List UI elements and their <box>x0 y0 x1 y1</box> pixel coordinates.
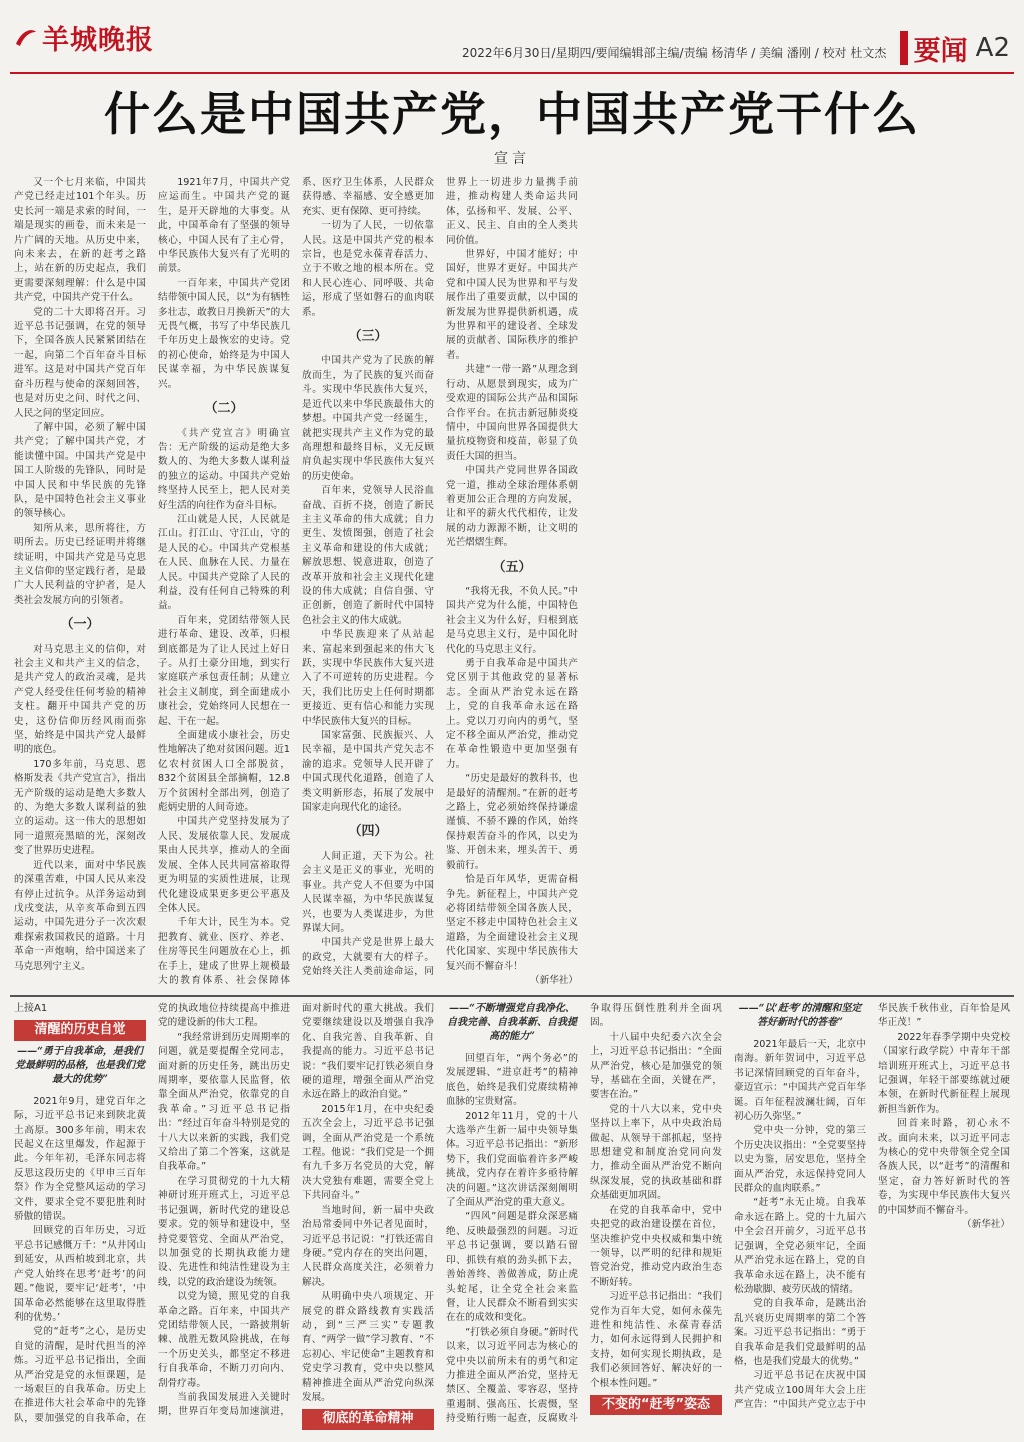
body-paragraph: 170多年前，马克思、恩格斯发表《共产党宣言》，指出无产阶级的运动是绝大多数人的、为绝大多数人谋利益的独立的运动。这一伟大的思想如同一道照亮黑暗的光，深刻改变了世界历史进程。 <box>14 758 146 857</box>
body-paragraph: 人间正道，天下为公。社会主义是正义的事业，光明的事业。共产党人不但要为中国人民谋幸福，为中华民族谋复兴，也要为人类谋进步，为世界谋大同。 <box>302 850 434 934</box>
body-paragraph: 2022年春季学期中央党校（国家行政学院）中青年干部培训班开班式上，习近平总书记强调，年轻干部要练就过硬本领，在新时代新征程上展现新担当新作为。 <box>878 1031 1010 1115</box>
masthead <box>0 0 1024 72</box>
section-number: （二） <box>204 401 244 417</box>
section-tag <box>900 28 1024 68</box>
body-paragraph: 百年来，党团结带领人民进行革命、建设、改革，归根到底都是为了让人民过上好日子。从打土豪分田地，到实行家庭联产承包责任制；从建立社会主义制度，到全面建成小康社会，党始终同人民想在一起、干在一起。 <box>158 614 290 727</box>
body-paragraph: 对马克思主义的信仰，对社会主义和共产主义的信念，是共产党人的政治灵魂，是共产党人经受住任何考验的精神支柱。翻开中国共产党的历史，这份信仰历经风雨而弥坚，始终是中国共产党人最鲜明的底色。 <box>14 643 146 756</box>
section-divider <box>10 995 1014 997</box>
logo-swoosh-icon <box>14 26 38 50</box>
body-paragraph: 共建“一带一路”从理念到行动、从愿景到现实，成为广受欢迎的国际公共产品和国际合作平台。在抗击新冠肺炎疫情中，中国向世界各国提供大量抗疫物资和疫苗，彰显了负责任大国的担当。 <box>446 364 578 462</box>
article-signature: （新华社） <box>962 1219 1010 1231</box>
subsection-subtitle: ——“不断增强党自我净化、自我完善、自我革新、自我提高的能力” <box>447 1003 577 1042</box>
logo-text: 羊城晚报 <box>42 25 154 56</box>
body-paragraph: “四风”问题是群众深恶痛绝、反映最强烈的问题。习近平总书记强调，要以踏石留印、抓铁有痕的劲头抓下去，善始善终、善做善成，防止虎头蛇尾，让全党全社会来监督，让人民群众不断看到实实在在的成效和变化。 <box>446 1211 578 1324</box>
body-paragraph: 党的自我革命，是跳出治乱兴衰历史周期率的第二个答案。习近平总书记指出：“勇于自我革命是我们党最鲜明的品格，也是我们党最大的优势。” <box>734 1298 866 1367</box>
page-number: A2 <box>975 33 1010 63</box>
body-paragraph: 国家富强、民族振兴、人民幸福，是中国共产党矢志不渝的追求。党领导人民开辟了中国式现代化道路，创造了人类文明新形态，拓展了发展中国家走向现代化的途径。 <box>302 730 434 814</box>
body-paragraph: 恰是百年风华，更需奋楫争先。新征程上，中国共产党必将团结带领全国各族人民，坚定不移走中国特色社会主义道路，为全面建设社会主义现代化国家、实现中华民族伟大复兴而不懈奋斗！ <box>446 874 578 972</box>
headline: 什么是中国共产党，中国共产党干什么 <box>104 87 920 141</box>
body-paragraph: 2015年1月，在中央纪委五次全会上，习近平总书记强调，全面从严治党是一个系统工程。他说：“我们党是一个拥有九千多万名党员的大党，解决大党独有难题，需要全党上下共同奋斗。” <box>302 1103 434 1202</box>
body-paragraph: 中国共产党为了民族的解放而生，为了民族的复兴而奋斗。实现中华民族伟大复兴，是近代以来中华民族最伟大的梦想。中国共产党一经诞生，就把实现共产主义作为党的最高理想和最终目标，义无反顾肩负起实现中华民族伟大复兴的历史使命。 <box>302 355 434 482</box>
intro-paragraph: 知所从来，思所将往，方明所去。历史已经证明并将继续证明，中国共产党是马克思主义信仰的坚定践行者，是最广大人民利益的守护者，是人类社会发展方向的引领者。 <box>14 522 146 606</box>
body-paragraph: 1921年7月，中国共产党应运而生。中国共产党的诞生，是开天辟地的大事变。从此，中国革命有了坚强的领导核心，中国人民有了主心骨，中华民族伟大复兴有了光明的前景。 <box>158 177 290 275</box>
continued-from-label: 上接A1 <box>14 1003 48 1014</box>
body-paragraph: “我将无我，不负人民。”中国共产党为什么能，中国特色社会主义为什么好，归根到底是马克思主义行，是中国化时代化的马克思主义行。 <box>446 585 578 655</box>
body-paragraph: 2021年最后一天，北京中南海。新年贺词中，习近平总书记深情回顾党的百年奋斗，豪迈宣示：“中国共产党百年华诞。百年征程波澜壮阔，百年初心历久弥坚。” <box>734 1039 866 1123</box>
body-paragraph: 党的十八大以来，党中央坚持以上率下，从中央政治局做起、从领导干部抓起，坚持思想建党和制度治党同向发力，推动全面从严治党不断向纵深发展，党的执政基础和群众基础更加巩固。 <box>590 1103 722 1202</box>
body-paragraph: 十八届中央纪委六次全会上，习近平总书记指出：“全面从严治党，核心是加强党的领导，基础在全面，关键在严，要害在治。” <box>590 1031 722 1101</box>
body-paragraph: 中华民族迎来了从站起来、富起来到强起来的伟大飞跃，实现中华民族伟大复兴进入了不可逆转的历史进程。今天，我们比历史上任何时期都更接近、更有信心和能力实现中华民族伟大复兴的目标。 <box>302 629 434 727</box>
continued-article <box>14 1002 1010 1434</box>
section-bar <box>900 31 908 65</box>
body-paragraph: 《共产党宣言》明确宣告：无产阶级的运动是绝大多数人的、为绝大多数人谋利益的独立的运动。中国共产党始终坚持人民至上，把人民对美好生活的向往作为奋斗目标。 <box>158 427 290 511</box>
body-paragraph: 中国共产党坚持发展为了人民、发展依靠人民、发展成果由人民共享，推动人的全面发展、全体人民共同富裕取得更为明显的实质性进展，让现代化建设成果更多更公平惠及全体人民。 <box>158 816 290 914</box>
header-rule <box>10 72 1014 74</box>
body-paragraph: 党的“赶考”之心，是历史自觉的清醒，是时代担当的淬炼。习近平总书记指出，全面从严治党是党的永恒课题，是一场艰巨的自我革命。历史上在推进伟大社会革命中的先锋队，要加强党的自我革命，在党的执政地位持续提高中推进党的建设新的伟大工程。 <box>14 1003 290 1424</box>
section-name: 要闻 <box>913 35 968 67</box>
body-paragraph: 近代以来，面对中华民族的深重苦难，中国人民从来没有停止过抗争。从洋务运动到戊戌变法，从辛亥革命到五四运动，中国先进分子一次次艰难探索救国救民的道路。十月革命一声炮响，给中国送来了马克思列宁主义。 <box>14 859 146 972</box>
body-paragraph: 一百年来，中国共产党团结带领中国人民，以“为有牺牲多壮志，敢教日月换新天”的大无畏气概，书写了中华民族几千年历史上最恢宏的史诗。党的初心使命，始终是为中国人民谋幸福，为中华民族谋复兴。 <box>158 277 290 390</box>
body-paragraph: 在学习贯彻党的十九大精神研讨班开班式上，习近平总书记强调，新时代党的建设总要求。党的领导和建设中，坚持党要管党、全面从严治党，以加强党的长期执政能力建设、先进性和纯洁性建设为主线，以党的政治建设为统领。 <box>158 1175 290 1288</box>
body-paragraph: 以党为镜，照见党的自我革命之路。百年来，中国共产党团结带领人民，一路披荆斩棘、战胜无数风险挑战，在每一个历史关头，都坚定不移进行自我革命，不断刀刃向内、刮骨疗毒。 <box>158 1291 290 1389</box>
section-number: （五） <box>492 559 532 575</box>
body-paragraph: “赶考”永无止境。自我革命永远在路上。党的十九届六中全会召开前夕，习近平总书记强调，全党必须牢记，全面从严治党永远在路上，党的自我革命永远在路上，决不能有松劲歇脚、疲劳厌战的情绪。 <box>734 1197 866 1295</box>
body-paragraph: “历史是最好的教科书，也是最好的清醒剂。”在新的赶考之路上，党必须始终保持谦虚谨慎、不骄不躁的作风，始终保持艰苦奋斗的作风，以史为鉴、开创未来，埋头苦干、勇毅前行。 <box>446 773 578 871</box>
body-paragraph: 中国共产党是世界上最大的政党，大就要有大的样子。党始终关注人类前途命运，同世界上一切进步力量携手前进，推动构建人类命运共同体，弘扬和平、发展、公平、正义、民主、自由的全人类共同价值。 <box>302 177 578 978</box>
byline: 宣言 <box>494 151 530 167</box>
body-paragraph: 在党的自我革命中，党中央把党的政治建设摆在首位，坚决维护党中央权威和集中统一领导，以严明的纪律和规矩管党治党，推动党内政治生态不断好转。 <box>590 1204 722 1288</box>
body-paragraph: 一切为了人民，一切依靠人民。这是中国共产党的根本宗旨，也是党永葆青春活力、立于不败之地的根本所在。党和人民心连心、同呼吸、共命运，形成了坚如磐石的血肉联系。 <box>302 220 434 318</box>
subsection-title: 彻底的革命精神 <box>302 1409 434 1429</box>
body-paragraph: 千年大计，民生为本。党把教育、就业、医疗、养老、住房等民生问题放在心上，抓在手上，建成了世界上规模最大的教育体系、社会保障体系、医疗卫生体系，人民群众获得感、幸福感、安全感更加充实、更有保障、更可持续。 <box>158 177 434 986</box>
body-paragraph: 2012年11月，党的十八大选举产生新一届中央领导集体。习近平总书记指出：“新形势下，我们党面临着许多严峻挑战，党内存在着许多亟待解决的问题。”这次讲话深刻阐明了全面从严治党的重大意义。 <box>446 1110 578 1209</box>
intro-paragraph: 了解中国，必须了解中国共产党；了解中国共产党，才能读懂中国。中国共产党是中国工人阶级的先锋队，同时是中国人民和中华民族的先锋队，是中国特色社会主义事业的领导核心。 <box>14 421 146 520</box>
intro-paragraph: 党的二十大即将召开。习近平总书记强调，在党的领导下，全国各族人民紧紧团结在一起，向第二个百年奋斗目标进军。这是对中国共产党百年奋斗历程与使命的深刻回答，也是对历史之问、时代之问、人民之问的坚定回应。 <box>14 306 146 419</box>
body-paragraph: 回望百年，“两个务必”的发展逻辑、“进京赶考”的精神底色，始终是我们党赓续精神血脉的宝贵财富。 <box>446 1053 578 1108</box>
subsection-subtitle: ——“勇于自我革命，是我们党最鲜明的品格，也是我们党最大的优势” <box>15 1045 145 1085</box>
subsection-title: 清醒的历史自觉 <box>14 1020 146 1040</box>
body-paragraph: “打铁必须自身硬。”新时代以来，以习近平同志为核心的党中央以前所未有的勇气和定力推进全面从严治党，坚持无禁区、全覆盖、零容忍，坚持重遏制、强高压、长震慑，坚持受贿行贿一起查，反腐败斗争取得压倒性胜利并全面巩固。 <box>446 1003 722 1425</box>
body-paragraph: 中国共产党同世界各国政党一道，推动全球治理体系朝着更加公正合理的方向发展，让和平的薪火代代相传，让发展的动力源源不断，让文明的光芒熠熠生辉。 <box>446 465 578 549</box>
body-paragraph: 习近平总书记指出：“我们党作为百年大党，如何永葆先进性和纯洁性、永葆青春活力，如何永远得到人民拥护和支持，如何实现长期执政，是我们必须回答好、解决好的一个根本性问题。” <box>590 1291 722 1389</box>
article-signature: （新华社） <box>530 974 578 986</box>
body-paragraph: 百年来，党领导人民浴血奋战、百折不挠，创造了新民主主义革命的伟大成就；自力更生、发愤图强，创造了社会主义革命和建设的伟大成就；解放思想、锐意进取，创造了改革开放和社会主义现代化建设的伟大成就；自信自强、守正创新，创造了新时代中国特色社会主义的伟大成就。 <box>302 485 434 626</box>
subsection-title: 不变的“赶考”姿态 <box>590 1395 722 1415</box>
section-number: （四） <box>348 824 388 840</box>
body-paragraph: 当前我国发展进入关键时期，世界百年变局加速演进，面对新时代的重大挑战。我们党要继续建设以及增强自我净化、自我完善、自我革新、自我提高的能力。习近平总书记说：“我们要牢记打铁必须自身硬的道理，增强全面从严治党永远在路上的政治自觉。” <box>158 1003 434 1418</box>
body-paragraph: 从明确中央八项规定、开展党的群众路线教育实践活动，到“三严三实”专题教育、“两学一做”学习教育、“不忘初心、牢记使命”主题教育和党史学习教育，党中央以整风精神推进全面从严治党向纵深发展。 <box>302 1291 434 1403</box>
section-number: （三） <box>348 329 388 345</box>
intro-paragraph: 又一个七月来临，中国共产党已经走过101个年头。历史长河一端是求索的时间，一端是现实的画卷，而未来是一片广阔的天地。从历史中来，向未来去，在新的赶考之路上，站在新的历史起点，我们更需要深刻理解：什么是中国共产党，中国共产党干什么。 <box>14 177 146 304</box>
body-paragraph: 当地时间，新一届中央政治局常委同中外记者见面时，习近平总书记说：“打铁还需自身硬。”党内存在的突出问题，人民群众高度关注，必须着力解决。 <box>302 1204 434 1288</box>
body-paragraph: 勇于自我革命是中国共产党区别于其他政党的显著标志。全面从严治党永远在路上，党的自我革命永远在路上。党以刀刃向内的勇气，坚定不移全面从严治党，推动党在革命性锻造中更加坚强有力。 <box>446 658 578 770</box>
body-paragraph: 回首来时路，初心永不改。面向未来，以习近平同志为核心的党中央带领全党全国各族人民，以“赶考”的清醒和坚定，奋力答好新时代的答卷，为实现中华民族伟大复兴的中国梦而不懈奋斗。 <box>878 1118 1010 1216</box>
main-article <box>14 176 1010 991</box>
section-number: （一） <box>60 617 100 633</box>
body-paragraph: “我经常讲到历史周期率的问题，就是要提醒全党同志，面对新的历史任务，跳出历史周期率，要依靠人民监督，依靠全面从严治党，依靠党的自我革命。”习近平总书记指出：“经过百年奋斗特别是党的十八大以来新的实践，我们党又给出了第二个答案，这就是自我革命。” <box>158 1031 290 1173</box>
body-paragraph: 习近平总书记在庆祝中国共产党成立100周年大会上庄严宣告：“中国共产党立志于中华民族千秋伟业，百年恰是风华正茂！” <box>734 1003 1010 1411</box>
newspaper-logo <box>14 18 154 57</box>
body-paragraph: 江山就是人民，人民就是江山。打江山、守江山，守的是人民的心。中国共产党根基在人民、血脉在人民、力量在人民。中国共产党除了人民的利益，没有任何自己特殊的利益。 <box>158 513 290 612</box>
body-paragraph: 党中央一分钟，党的第三个历史决议指出：“全党要坚持以史为鉴，居安思危，坚持全面从严治党，永远保持党同人民群众的血肉联系。” <box>734 1125 866 1195</box>
issue-info: 2022年6月30日/星期四/要闻编辑部主编/责编 杨清华 / 美编 潘刚 / 校对 杜文杰 <box>462 46 887 60</box>
body-paragraph: 回顾党的百年历史，习近平总书记感慨万千：“从井冈山到延安，从西柏坡到北京，共产党人始终在思考‘赶考’的问题。”他说，要牢记‘赶考’，‘中国革命必然能够在这里取得胜利的优势。’ <box>14 1225 146 1323</box>
subsection-subtitle: ——“以‘赶考’的清醒和坚定答好新时代的答卷” <box>738 1003 862 1028</box>
body-paragraph: 2021年9月，建党百年之际，习近平总书记来到陕北黄土高原。300多年前，明末农民起义在这里爆发，作起源于此。今年年初，毛泽东同志将反思这段历史的《甲申三百年祭》作为全党整风运动的学习文件，要求全党不要犯胜利时骄傲的错误。 <box>14 1095 146 1223</box>
body-paragraph: 世界好，中国才能好；中国好，世界才更好。中国共产党和中国人民为世界和平与发展作出了重要贡献，以中国的新发展为世界提供新机遇，成为世界和平的建设者、全球发展的贡献者、国际秩序的维护者。 <box>446 249 578 361</box>
body-paragraph: 全面建成小康社会，历史性地解决了绝对贫困问题。近1亿农村贫困人口全部脱贫，832个贫困县全部摘帽，12.8万个贫困村全部出列，创造了彪炳史册的人间奇迹。 <box>158 730 290 814</box>
